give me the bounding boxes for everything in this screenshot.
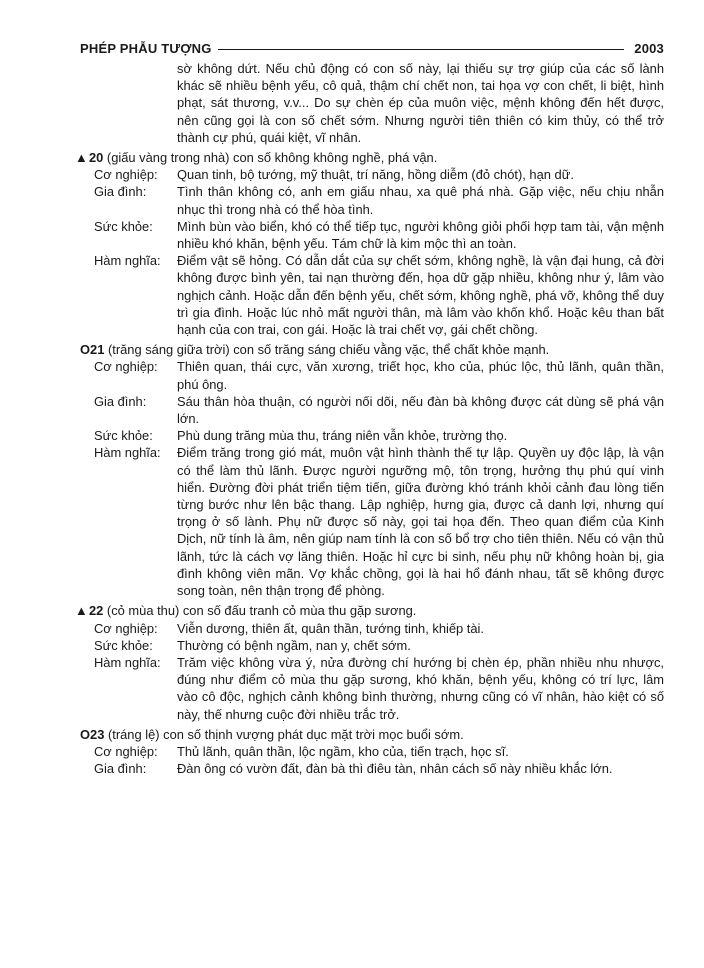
field-text: Trăm việc không vừa ý, nửa đường chí hướng bị chèn ép, phần nhiều nhu nhược, đúng như điểm cỏ mùa thu gặp sương, khó khăn, bệnh yếu, không có trí lực, lâm vào cô độc, nghịch cảnh không bình thường, nhưng cũng có vĩ nhân, hào kiệt có số này, thế nhưng cuộc đời nhiều trắc trở. xyxy=(177,654,664,722)
entry-description: (cỏ mùa thu) con số đấu tranh cỏ mùa thu gặp sương. xyxy=(103,603,417,619)
field-label: Cơ nghiệp: xyxy=(94,167,158,183)
field-suc-khoe xyxy=(80,218,664,252)
field-gia-dinh xyxy=(80,183,664,217)
page-number: 2003 xyxy=(634,41,664,56)
page-content xyxy=(75,60,664,777)
entry-description: (tráng lệ) con số thịnh vượng phát dục mặt trời mọc buổi sớm. xyxy=(104,726,464,742)
intro-paragraph: sờ không dứt. Nếu chủ động có con số này, lại thiếu sự trợ giúp của các số lành khác sẽ nhiều bệnh yếu, cô quả, thậm chí chết non, tai họa vợ con chết, li biệt, hình phạt, sát thương, v.v... Do sự chèn ép của muôn việc, mệnh không đến hết được, nên cũng gọi là con số chết sớm. Nhưng người tiên thiên có kim thủy, có thể trở thành cự phú, quái kiệt, vĩ nhân. xyxy=(177,61,664,145)
field-suc-khoe xyxy=(80,427,664,444)
field-text: Thường có bệnh ngầm, nan y, chết sớm. xyxy=(177,637,411,653)
field-label: Cơ nghiệp: xyxy=(94,359,158,375)
field-gia-dinh xyxy=(80,760,664,777)
field-text: Thủ lãnh, quân thần, lộc ngầm, kho của, tiến trạch, học sĩ. xyxy=(177,743,509,759)
field-gia-dinh xyxy=(80,393,664,427)
field-co-nghiep xyxy=(80,620,664,637)
field-text: Tình thân không có, anh em giấu nhau, xa quê phá nhà. Gặp việc, nếu chịu nhẫn nhục thì trong nhà có thể hòa tình. xyxy=(177,184,664,217)
field-text: Phù dung trăng mùa thu, tráng niên vẫn khỏe, trường thọ. xyxy=(177,428,508,444)
entry-heading xyxy=(75,149,664,166)
field-text: Thiên quan, thái cực, văn xương, triết học, kho của, phúc lộc, thủ lãnh, quân thần, phú ông. xyxy=(177,359,664,392)
field-label: Hàm nghĩa: xyxy=(94,253,161,269)
field-co-nghiep xyxy=(80,166,664,183)
field-text: Mình bùn vào biển, khó có thể tiếp tục, người không giỏi phối hợp tam tài, vận mệnh nhiều khó khăn, bệnh yếu. Tám chữ là kim mộc thì an toàn. xyxy=(177,218,664,252)
field-text: Sáu thân hòa thuận, có người nối dõi, nếu đàn bà không được cát dùng sẽ phá vận lớn. xyxy=(177,393,664,427)
field-label: Gia đình: xyxy=(94,761,147,777)
field-ham-nghia xyxy=(80,444,664,599)
header-rule xyxy=(218,49,625,50)
entry-number: O23 xyxy=(80,726,105,742)
field-text: Điểm trăng trong gió mát, muôn vật hình thành thế tự lập. Quyền uy độc lập, là vận có thể làm thủ lãnh. Được người ngưỡng mộ, tôn trọng, hưởng thụ phú quí vinh hiển. Đường đời phát triển tiệm tiến, giữa đường khó tránh khỏi cảnh đau lòng tiến từng bước như lên bậc thang. Lập nghiệp, hưng gia, được cả danh lợi, nhưng quí trọng ở số lành. Phụ nữ được số này, gọi tai họa đến. Theo quan điểm của Kinh Dịch, nữ tính là âm, nên giúp nam tính là con số bổ trợ cho tiên thiên. Nếu có vận thủ lãnh, tức là cách vợ lăng thiên. Hoặc hỉ cực bi sinh, nếu phụ nữ không hoàn bị, gia đình không viên mãn. Vợ khắc chồng, gọi là hai hổ đánh nhau, tất sẽ không được song toàn, nên thận trọng để phòng. xyxy=(177,445,664,599)
field-text: Điểm vật sẽ hỏng. Có dẫn dắt của sự chết sớm, không nghề, là vận đại hung, cả đời không được bình yên, tai nạn thường đến, họa dữ gặp nhiều, không như ý, lâm vào nghịch cảnh. Hoặc dẫn đến bệnh yếu, chết sớm, không nghề, phá vỡ, không thể duy trì gia đình. Hoặc lúc nhỏ mất người thân, mà lâm vào khốn khổ. Hoặc kêu than bất hạnh của con trai, con gái. Hoặc là trai chết vợ, gái chết chồng. xyxy=(177,253,664,338)
field-ham-nghia xyxy=(80,654,664,723)
entry-description: (trăng sáng giữa trời) con số trăng sáng chiếu vằng vặc, thể chất khỏe mạnh. xyxy=(104,342,550,358)
entry-heading xyxy=(80,726,664,743)
entry-heading xyxy=(80,341,664,358)
field-label: Hàm nghĩa: xyxy=(94,654,161,670)
field-text: Quan tinh, bộ tướng, mỹ thuật, trí năng, hồng diễm (đỏ chót), hạn dữ. xyxy=(177,167,574,183)
field-text: Viễn dương, thiên ất, quân thần, tướng tinh, khiếp tài. xyxy=(177,620,484,636)
triangle-icon: ▲ xyxy=(75,603,88,619)
field-suc-khoe xyxy=(80,637,664,654)
entry-description: (giấu vàng trong nhà) con số không không nghề, phá vận. xyxy=(103,150,438,166)
field-label: Gia đình: xyxy=(94,393,147,409)
entry-heading xyxy=(75,602,664,619)
field-label: Gia đình: xyxy=(94,184,147,200)
field-label: Cơ nghiệp: xyxy=(94,743,158,759)
field-label: Sức khỏe: xyxy=(94,637,153,653)
field-co-nghiep xyxy=(80,743,664,760)
field-co-nghiep xyxy=(80,358,664,392)
field-label: Sức khỏe: xyxy=(94,428,153,444)
field-label: Sức khỏe: xyxy=(94,218,153,234)
triangle-icon: ▲ xyxy=(75,150,88,166)
entry-number: 20 xyxy=(89,150,104,166)
entry-number: O21 xyxy=(80,342,105,358)
field-label: Hàm nghĩa: xyxy=(94,445,161,461)
running-header xyxy=(80,40,664,57)
entry-number: 22 xyxy=(89,603,104,619)
chapter-title: PHÉP PHẪU TƯỢNG xyxy=(80,41,212,56)
field-text: Đàn ông có vườn đất, đàn bà thì điêu tàn, nhân cách số này nhiều khắc lớn. xyxy=(177,761,613,777)
field-ham-nghia xyxy=(80,252,664,338)
field-label: Cơ nghiệp: xyxy=(94,620,158,636)
